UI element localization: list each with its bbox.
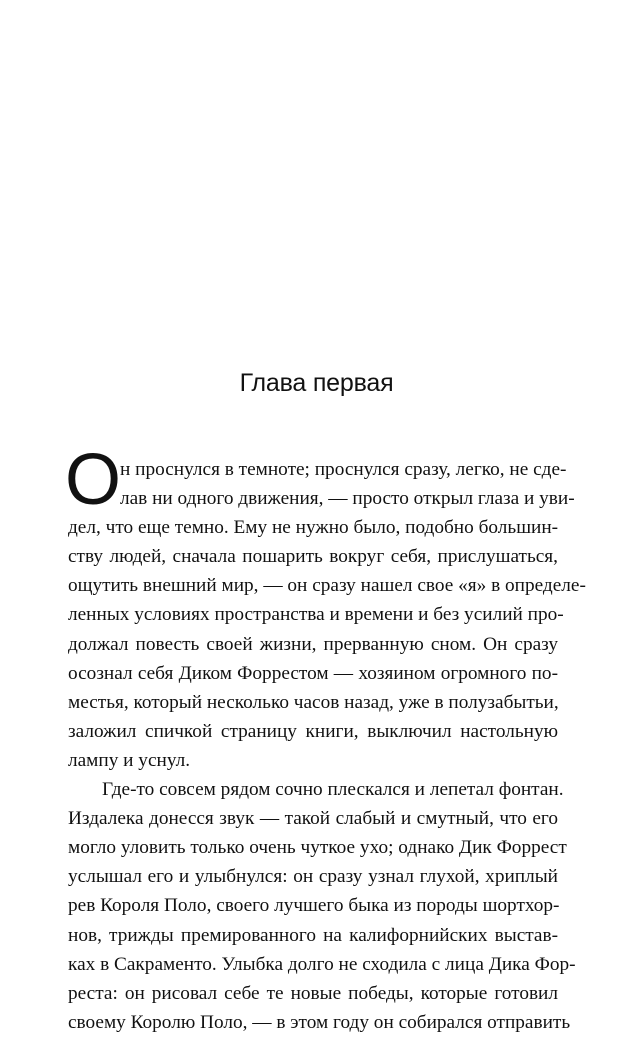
text-line: местья, который несколько часов назад, уже в полузабытьи,	[68, 691, 559, 713]
text-line: нов, трижды премированного на калифорнийских выстав-	[68, 924, 558, 946]
text-line: ству людей, сначала пошарить вокруг себя, прислушаться,	[68, 546, 558, 568]
drop-cap: О	[65, 440, 122, 520]
text-line: должал повесть своей жизни, прерванную сном. Он сразу	[68, 633, 558, 655]
text-line: дел, что еще темно. Ему не нужно было, подобно большин-	[68, 517, 559, 539]
text-line: своему Королю Поло, — в этом году он собирался отправить	[68, 1011, 571, 1033]
text-line: реста: он рисовал себе те новые победы, которые готовил	[68, 982, 558, 1004]
text-line: н проснулся в темноте; проснулся сразу, легко, не сде-	[120, 459, 567, 480]
text-line: лампу и уснул.	[68, 749, 191, 771]
text-line: ках в Сакраменто. Улыбка долго не сходила с лица Дика Фор-	[68, 953, 576, 975]
text-line: услышал его и улыбнулся: он сразу узнал глухой, хриплый	[68, 866, 558, 888]
chapter-title: Глава первая	[239, 369, 394, 397]
text-line: Издалека донесся звук — такой слабый и смутный, что его	[68, 808, 558, 830]
text-line: заложил спичкой страницу книги, выключил настольную	[68, 720, 558, 742]
body-text	[65, 440, 586, 1037]
text-line: могло уловить только очень чуткое ухо; однако Дик Форрест	[68, 837, 567, 859]
text-line: осознал себя Диком Форрестом — хозяином огромного по-	[68, 662, 558, 684]
text-line: ленных условиях пространства и времени и без усилий про-	[68, 604, 564, 626]
text-line: ощутить внешний мир, — он сразу нашел свое «я» в определе-	[68, 575, 586, 597]
text-line: Где-то совсем рядом сочно плескался и лепетал фонтан.	[102, 779, 564, 801]
text-line: лав ни одного движения, — просто открыл глаза и уви-	[120, 488, 575, 510]
text-line: рев Короля Поло, своего лучшего быка из породы шортхор-	[68, 895, 560, 917]
